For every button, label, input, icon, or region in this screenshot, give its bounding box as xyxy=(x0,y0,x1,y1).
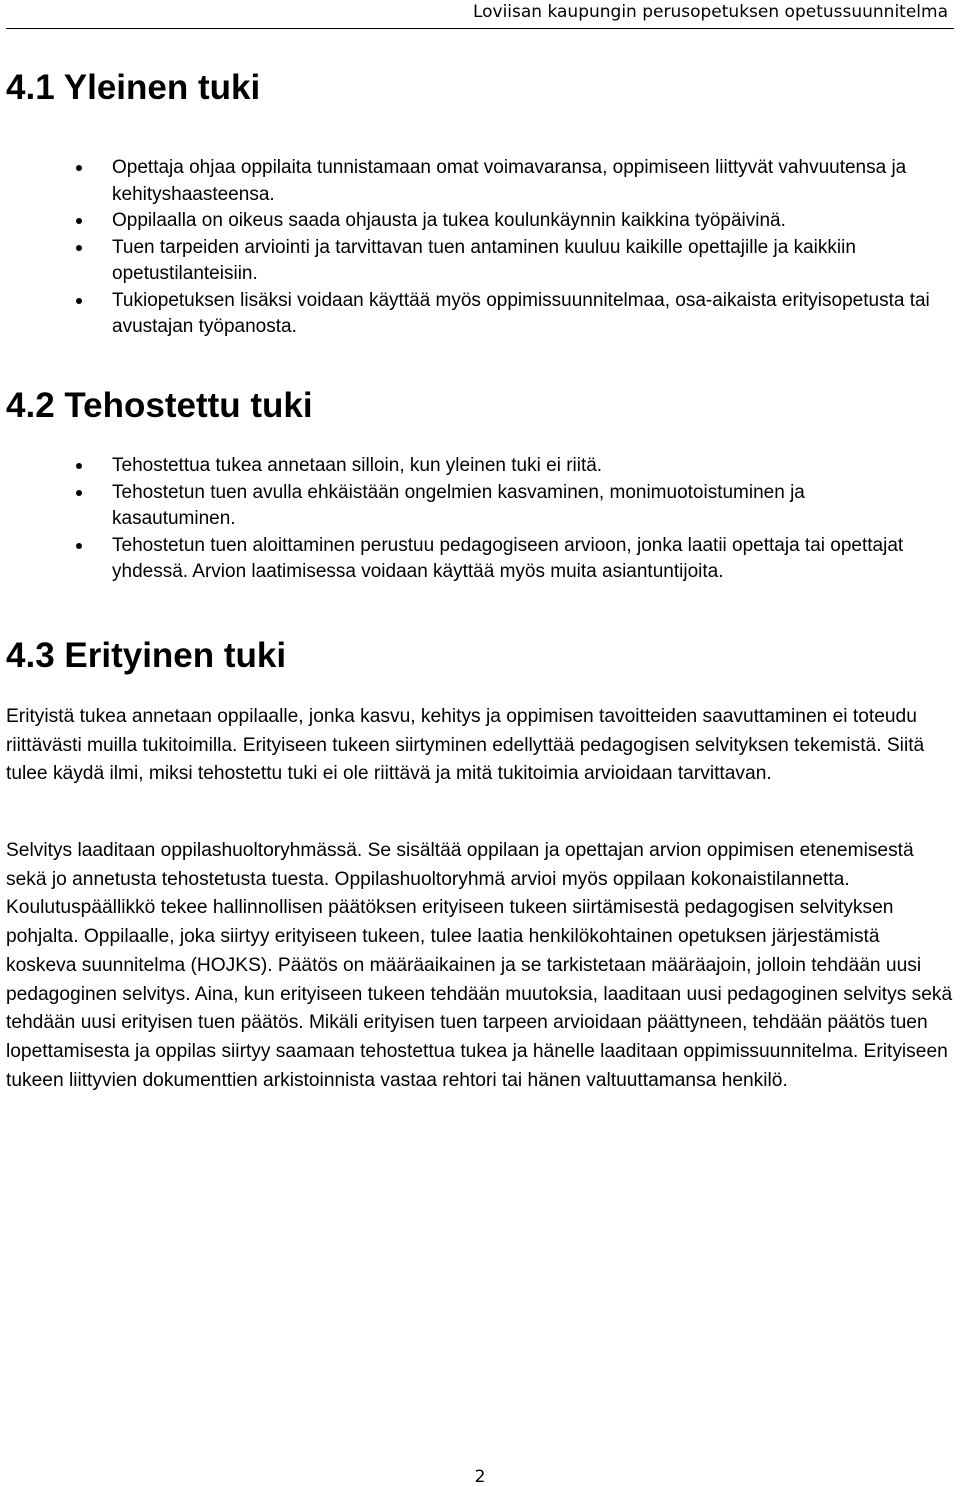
bullet-icon xyxy=(76,165,82,171)
bullet-icon xyxy=(76,218,82,224)
list-item: Tehostettua tukea annetaan silloin, kun yleinen tuki ei riitä. xyxy=(0,453,930,480)
bullet-icon xyxy=(76,543,82,549)
header-divider xyxy=(6,28,954,29)
bullet-icon xyxy=(76,298,82,304)
list-item: Oppilaalla on oikeus saada ohjausta ja tukea koulunkäynnin kaikkina työpäivinä. xyxy=(0,208,930,235)
list-item: Opettaja ohjaa oppilaita tunnistamaan omat voimavaransa, oppimiseen liittyvät vahvuutensa ja kehityshaasteensa. xyxy=(0,155,930,208)
bullet-icon xyxy=(76,490,82,496)
list-item: Tehostetun tuen aloittaminen perustuu pedagogiseen arvioon, jonka laatii opettaja tai opettajat yhdessä. Arvion laatimisessa voidaan käyttää myös muita asiantuntijoita. xyxy=(0,533,930,586)
list-item: Tuen tarpeiden arviointi ja tarvittavan tuen antaminen kuuluu kaikille opettajille ja kaikkiin opetustilanteisiin. xyxy=(0,235,930,288)
list-item: Tukiopetuksen lisäksi voidaan käyttää myös oppimissuunnitelmaa, osa-aikaista erityisopetusta tai avustajan työpanosta. xyxy=(0,288,930,341)
bullet-list-yleinen-tuki xyxy=(0,155,930,341)
list-item: Tehostetun tuen avulla ehkäistään ongelmien kasvaminen, monimuotoistuminen ja kasautuminen. xyxy=(0,480,930,533)
section-heading-4-1: 4.1 Yleinen tuki xyxy=(6,68,261,107)
paragraph-selvitys: Selvitys laaditaan oppilashuoltoryhmässä. Se sisältää oppilaan ja opettajan arvion oppimisen etenemisestä sekä jo annetusta tehostetusta tuesta. Oppilashuoltoryhmä arvioi myös oppilaan kokonaistilannetta. Koulutuspäällikkö tekee hallinnollisen päätöksen erityiseen tukeen siirtämisestä pedagogisen selvityksen pohjalta. Oppilaalle, joka siirtyy erityiseen tukeen, tulee laatia henkilökohtainen opetuksen järjestämistä koskeva suunnitelma (HOJKS). Päätös on määräaikainen ja se tarkistetaan määräajoin, jolloin tehdään uusi pedagoginen selvitys. Aina, kun erityiseen tukeen tehdään muutoksia, laaditaan uusi pedagoginen selvitys sekä tehdään uusi erityisen tuen päätös. Mikäli erityisen tuen tarpeen arvioidaan päättyneen, tehdään päätös tuen lopettamisesta ja oppilas siirtyy saamaan tehostettua tukea ja hänelle laaditaan oppimissuunnitelma. Erityiseen tukeen liittyvien dokumenttien arkistoinnista vastaa rehtori tai hänen valtuuttamansa henkilö. xyxy=(6,840,953,1091)
page-number: 2 xyxy=(474,1467,486,1487)
bullet-icon xyxy=(76,463,82,469)
section-heading-4-2: 4.2 Tehostettu tuki xyxy=(6,386,313,425)
paragraph-erityinen-tuki-intro: Erityistä tukea annetaan oppilaalle, jonka kasvu, kehitys ja oppimisen tavoitteiden saavuttaminen ei toteudu riittävästi muilla tukitoimilla. Erityiseen tukeen siirtyminen edellyttää pedagogisen selvityksen tekemistä. Siitä tulee käydä ilmi, miksi tehostettu tuki ei ole riittävä ja mitä tukitoimia arvioidaan tarvittavan. xyxy=(6,706,925,785)
bullet-icon xyxy=(76,245,82,251)
bullet-list-tehostettu-tuki xyxy=(0,453,930,586)
section-heading-4-3: 4.3 Erityinen tuki xyxy=(6,636,287,675)
running-header: Loviisan kaupungin perusopetuksen opetussuunnitelma xyxy=(472,2,948,22)
